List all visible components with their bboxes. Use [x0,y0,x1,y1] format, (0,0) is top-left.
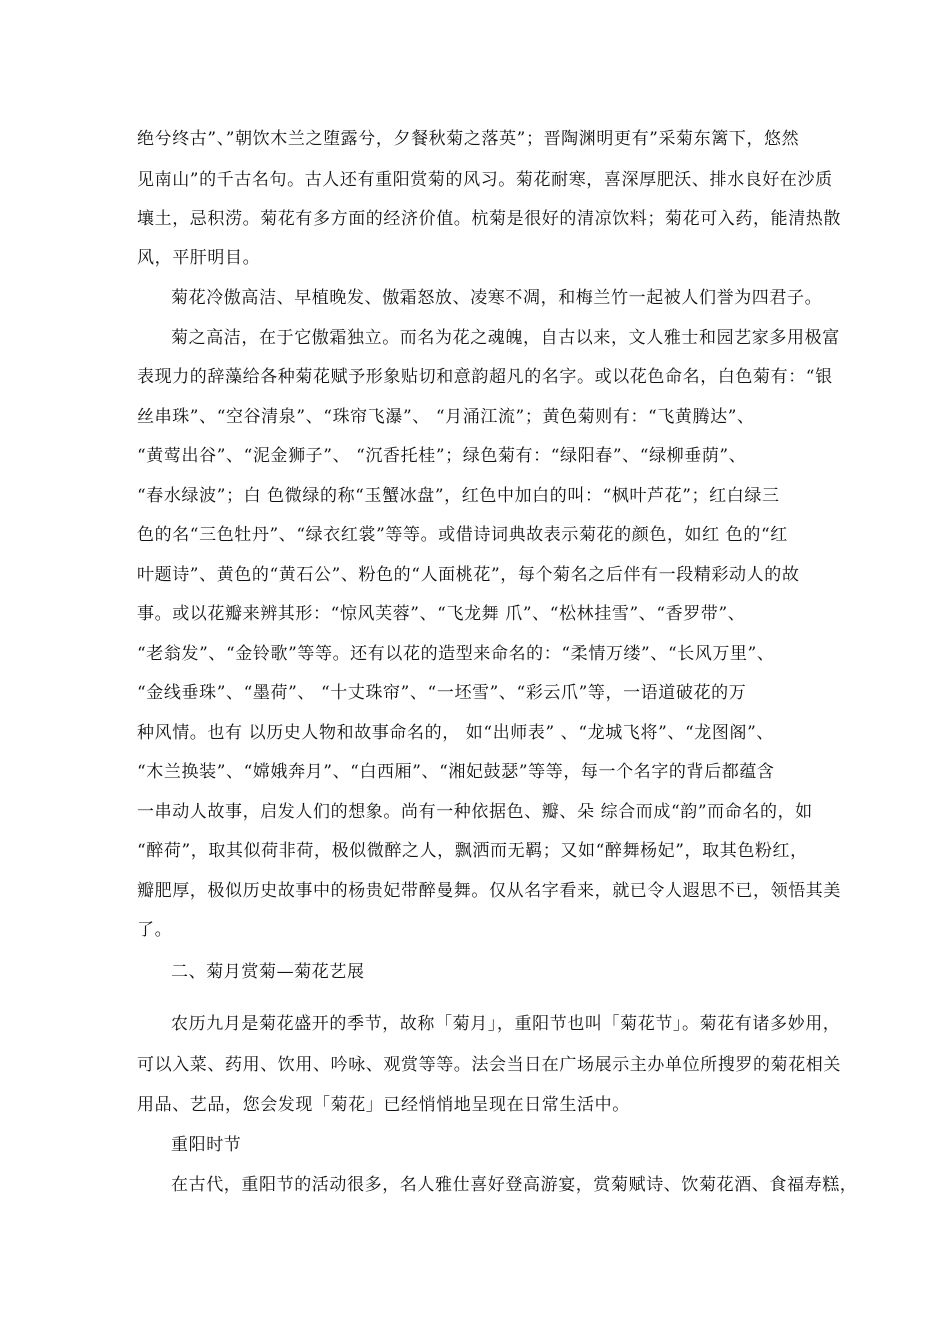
paragraph-line: 菊之高洁，在于它傲霜独立。而名为花之魂魄，自古以来，文人雅士和园艺家多用极富 [171,328,840,348]
text-line: “黄莺出谷”、“泥金狮子”、 “沉香托桂”；绿色菊有：“绿阳春”、“绿柳垂荫”、 [137,446,747,466]
paragraph-line: 在古代，重阳节的活动很多，名人雅仕喜好登高游宴，赏菊赋诗、饮菊花酒、食福寿糕， [171,1175,858,1195]
text-line: “木兰换装”、“嫦娥奔月”、“白西厢”、“湘妃鼓瑟”等等，每一个名字的背后都蕴含 [137,762,775,782]
text-line: 用品、艺品，您会发现「菊花」已经悄悄地呈现在日常生活中。 [137,1095,630,1115]
text-line: 可以入菜、药用、饮用、吟咏、观赏等等。法会当日在广场展示主办单位所搜罗的菊花相关 [137,1055,841,1075]
text-line: 瓣肥厚，极似历史故事中的杨贵妃带醉曼舞。仅从名字看来，就已令人遐思不已，领悟其美 [137,881,841,901]
text-line: 色的名“三色牡丹”、“绿衣红裳”等等。或借诗词典故表示菊花的颜色，如红 色的“红 [137,525,788,545]
text-line: 一串动人故事，启发人们的想象。尚有一种依据色、瓣、朵 综合而成“韵”而命名的，如 [137,802,813,822]
text-line: 丝串珠”、“空谷清泉”、“珠帘飞瀑”、 “月涌江流”；黄色菊则有：“飞黄腾达”、 [137,407,755,427]
text-line: “老翁发”、“金铃歌”等等。还有以花的造型来命名的：“柔情万缕”、“长风万里”、 [137,644,775,664]
text-line: “春水绿波”；白 色微绿的称“玉蟹冰盘”，红色中加白的叫：“枫叶芦花”；红白绿三 [137,486,780,506]
text-line: 绝兮终古”、”朝饮木兰之堕露兮，夕餐秋菊之落英”；晋陶渊明更有”采菊东篱下，悠然 [137,129,800,149]
text-line: 见南山”的千古名句。古人还有重阳赏菊的风习。菊花耐寒，喜深厚肥沃、排水良好在沙质 [137,170,833,190]
paragraph-line: 菊花冷傲高洁、早植晚发、傲霜怒放、凌寒不凋，和梅兰竹一起被人们誉为四君子。 [171,288,823,308]
paragraph-line: 农历九月是菊花盛开的季节，故称「菊月」，重阳节也叫「菊花节」。菊花有诸多妙用， [171,1014,841,1034]
text-line: 叶题诗”、黄色的“黄石公”、粉色的“人面桃花”，每个菊名之后伴有一段精彩动人的故 [137,565,800,585]
text-line: 风，平肝明目。 [137,248,261,268]
subsection-heading: 重阳时节 [171,1135,242,1155]
section-heading: 二、菊月赏菊—菊花艺展 [171,962,365,982]
text-line: 了。 [137,920,173,940]
text-line: “醉荷”，取其似荷非荷，极似微醉之人，飘洒而无羁；又如“醉舞杨妃”，取其色粉红， [137,841,808,861]
text-line: “金线垂珠”、“墨荷”、 “十丈珠帘”、“一坯雪”、“彩云爪”等，一语道破花的万 [137,683,747,703]
text-line: 事。或以花瓣来辨其形：“惊风芙蓉”、“飞龙舞 爪”、“松林挂雪”、“香罗带”、 [137,604,746,624]
text-line: 种风情。也有 以历史人物和故事命名的， 如“出师表” 、“龙城飞将”、“龙图阁”、 [137,723,774,743]
text-line: 表现力的辞藻给各种菊花赋予形象贴切和意韵超凡的名字。或以花色命名，白色菊有：“银 [137,367,833,387]
text-line: 壤土，忌积涝。菊花有多方面的经济价值。杭菊是很好的清凉饮料；菊花可入药，能清热散 [137,209,841,229]
